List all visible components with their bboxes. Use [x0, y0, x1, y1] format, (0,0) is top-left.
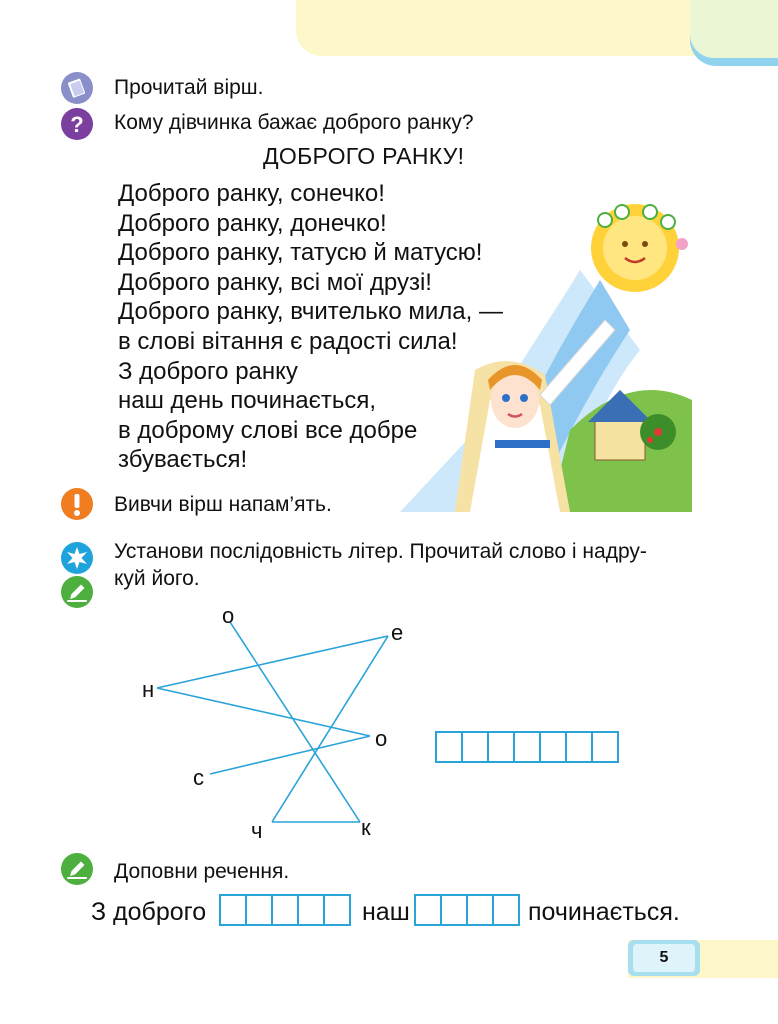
answer-cell[interactable]	[567, 733, 593, 761]
answer-cell[interactable]	[489, 733, 515, 761]
poem-line: Доброго ранку, вчителько мила, —	[118, 298, 503, 326]
answer-letter-boxes[interactable]	[435, 731, 619, 763]
blank-cell[interactable]	[221, 896, 247, 924]
poem-line: Доброго ранку, донечко!	[118, 209, 387, 237]
svg-text:?: ?	[70, 112, 84, 137]
sun-icon	[591, 204, 688, 292]
answer-cell[interactable]	[515, 733, 541, 761]
instruction-complete: Доповни речення.	[114, 860, 290, 883]
answer-cell[interactable]	[463, 733, 489, 761]
poem-line: в доброму слові все добре	[118, 416, 418, 444]
puzzle-letter-o-right: о	[375, 726, 388, 751]
sentence-part1: З доброго	[91, 898, 207, 926]
blank-cell[interactable]	[494, 896, 518, 924]
exclamation-icon	[61, 488, 93, 520]
illustration-sun-girl	[400, 200, 692, 512]
star-icon	[61, 542, 93, 574]
poem-line: наш день починається,	[118, 387, 377, 415]
blank-boxes-2[interactable]	[414, 894, 520, 926]
answer-cell[interactable]	[593, 733, 617, 761]
answer-cell[interactable]	[437, 733, 463, 761]
poem-line: Доброго ранку, всі мої друзі!	[118, 268, 432, 296]
pencil-icon	[61, 576, 93, 608]
blank-cell[interactable]	[416, 896, 442, 924]
blank-cell[interactable]	[299, 896, 325, 924]
poem-line: збувається!	[118, 446, 248, 474]
puzzle-letter-n: н	[142, 677, 155, 702]
puzzle-letter-ch: ч	[251, 818, 263, 843]
page-number-box	[628, 940, 700, 976]
blank-cell[interactable]	[325, 896, 349, 924]
sentence-part2: наш	[362, 898, 410, 926]
letter-puzzle-lines	[150, 600, 390, 830]
instruction-question: Кому дівчинка бажає доброго ранку?	[114, 111, 474, 134]
poem-line: З доброго ранку	[118, 357, 298, 385]
page-number: 5	[633, 944, 695, 972]
puzzle-letter-s: с	[193, 765, 204, 790]
poem-line: Доброго ранку, татусю й матусю!	[118, 239, 483, 267]
blank-cell[interactable]	[468, 896, 494, 924]
sentence-part3: починається.	[528, 898, 680, 926]
puzzle-letter-o-top: о	[222, 603, 235, 628]
poem-line: Доброго ранку, сонечко!	[118, 180, 385, 207]
poem-title: ДОБРОГО РАНКУ!	[263, 143, 465, 169]
pencil-icon	[61, 853, 93, 885]
puzzle-letter-e: е	[391, 620, 404, 645]
instruction-sequence-line2: куй його.	[114, 567, 200, 590]
blank-cell[interactable]	[247, 896, 273, 924]
blank-boxes-1[interactable]	[219, 894, 351, 926]
book-icon	[61, 72, 93, 104]
question-icon	[61, 108, 93, 140]
blank-cell[interactable]	[273, 896, 299, 924]
header-tab-inner	[690, 0, 778, 58]
instruction-sequence-line1: Установи послідовність літер. Прочитай слово і надру-	[114, 540, 647, 563]
poem-line: в слові вітання є радості сила!	[118, 327, 458, 355]
instruction-memorize: Вивчи вірш напам’ять.	[114, 493, 332, 516]
instruction-read: Прочитай вірш.	[114, 76, 264, 99]
answer-cell[interactable]	[541, 733, 567, 761]
blank-cell[interactable]	[442, 896, 468, 924]
puzzle-letter-k: к	[361, 815, 371, 840]
